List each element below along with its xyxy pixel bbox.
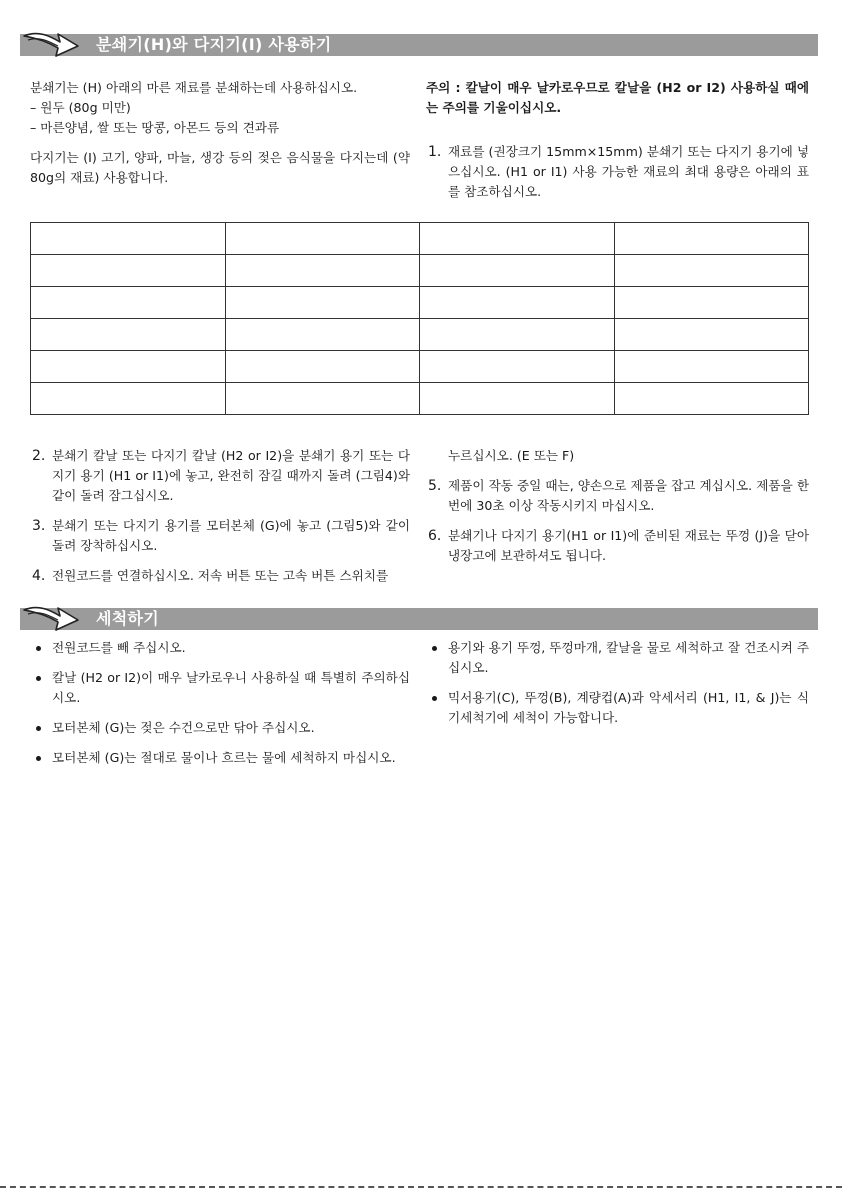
table-cell [420, 351, 615, 383]
usage-intro-left [30, 78, 410, 188]
table-row [31, 255, 809, 287]
cleaning-item-text: 믹서용기(C), 뚜껑(B), 계량컵(A)과 악세서리 (H1, I1, & J)는 식기세척기에 세척이 가능합니다. [448, 690, 809, 725]
bullet-icon [36, 726, 41, 731]
step-text: 분쇄기 칼날 또는 다지기 칼날 (H2 or I2)을 분쇄기 용기 또는 다지기 용기 (H1 or I1)에 놓고, 완전히 잠길 때까지 돌려 (그림4)와 같이 돌려 잠그십시오. [52, 448, 410, 503]
chopper-description: 다지기는 (I) 고기, 양파, 마늘, 생강 등의 젖은 음식물을 다지는데 (약 80g의 재료) 사용합니다. [30, 150, 410, 185]
step-2 [30, 446, 410, 506]
section-header-usage [20, 34, 818, 56]
table-row [31, 383, 809, 415]
table-cell [225, 223, 420, 255]
table-cell [31, 383, 226, 415]
step-list-first [426, 142, 809, 202]
step-number: 2. [32, 448, 46, 464]
cleaning-item-text: 전원코드를 빼 주십시오. [52, 640, 186, 655]
cleaning-left [30, 638, 410, 778]
table-cell [420, 255, 615, 287]
table-cell [31, 255, 226, 287]
cleaning-item-text: 모터본체 (G)는 절대로 물이나 흐르는 물에 세척하지 마십시오. [52, 750, 396, 765]
table-cell [614, 287, 809, 319]
page-bottom-border [0, 1186, 842, 1188]
table-cell [225, 383, 420, 415]
section-title-usage: 분쇄기(H)와 다지기(I) 사용하기 [96, 35, 332, 54]
steps-left [30, 446, 410, 596]
step-4 [30, 566, 410, 586]
step-1 [426, 142, 809, 202]
bullet-icon [432, 696, 437, 701]
table-cell [31, 287, 226, 319]
step-text: 분쇄기나 다지기 용기(H1 or I1)에 준비된 재료는 뚜껑 (J)을 닫아 냉장고에 보관하셔도 됩니다. [448, 528, 809, 563]
cleaning-item [426, 688, 809, 728]
table-cell [614, 383, 809, 415]
step-text: 재료를 (권장크기 15mm×15mm) 분쇄기 또는 다지기 용기에 넣으십시오. (H1 or I1) 사용 가능한 재료의 최대 용량은 아래의 표를 참조하십시오. [448, 144, 809, 199]
grinder-description: 분쇄기는 (H) 아래의 마른 재료를 분쇄하는데 사용하십시오. [30, 80, 358, 95]
cleaning-item-text: 용기와 용기 뚜껑, 뚜껑마개, 칼날을 물로 세척하고 잘 건조시켜 주십시오. [448, 640, 809, 675]
table-cell [31, 223, 226, 255]
table-cell [614, 223, 809, 255]
table-cell [420, 287, 615, 319]
table-cell [614, 255, 809, 287]
swoosh-arrow-icon [20, 600, 84, 636]
section-title-cleaning: 세척하기 [96, 609, 160, 628]
cleaning-item-text: 모터본체 (G)는 젖은 수건으로만 닦아 주십시오. [52, 720, 315, 735]
steps-right [426, 446, 809, 576]
table-row [31, 319, 809, 351]
table-row [31, 287, 809, 319]
cleaning-item [30, 718, 410, 738]
cleaning-item [30, 638, 410, 658]
step-number: 6. [428, 528, 442, 544]
bullet-icon [36, 756, 41, 761]
step-5 [426, 476, 809, 516]
table-cell [420, 319, 615, 351]
cleaning-right [426, 638, 809, 738]
table-cell [225, 255, 420, 287]
table-row [31, 351, 809, 383]
bullet-icon [36, 646, 41, 651]
table-cell [31, 319, 226, 351]
bullet-icon [432, 646, 437, 651]
grinder-item-nuts: – 마른양념, 쌀 또는 땅콩, 아몬드 등의 견과류 [30, 120, 280, 135]
cleaning-item [30, 748, 410, 768]
step-text: 분쇄기 또는 다지기 용기를 모터본체 (G)에 놓고 (그림5)와 같이 돌려 장착하십시오. [52, 518, 410, 553]
swoosh-arrow-icon [20, 26, 84, 62]
capacity-table [30, 222, 809, 415]
table-cell [31, 351, 226, 383]
section-header-cleaning [20, 608, 818, 630]
table-cell [420, 223, 615, 255]
usage-intro-right [426, 78, 809, 212]
cleaning-item-text: 칼날 (H2 or I2)이 매우 날카로우니 사용하실 때 특별히 주의하십시오. [52, 670, 410, 705]
step-3 [30, 516, 410, 556]
caution-note: 주의 : 칼날이 매우 날카로우므로 칼날을 (H2 or I2) 사용하실 때에는 주의를 기울이십시오. [426, 80, 809, 115]
table-cell [614, 351, 809, 383]
table-cell [225, 287, 420, 319]
step-number: 4. [32, 568, 46, 584]
cleaning-item [426, 638, 809, 678]
table-cell [225, 319, 420, 351]
table-cell [614, 319, 809, 351]
step-text: 제품이 작동 중일 때는, 양손으로 제품을 잡고 계십시오. 제품을 한번에 30초 이상 작동시키지 마십시오. [448, 478, 809, 513]
cleaning-item [30, 668, 410, 708]
table-cell [225, 351, 420, 383]
table-row [31, 223, 809, 255]
step-text: 전원코드를 연결하십시오. 저속 버튼 또는 고속 버튼 스위치를 [52, 568, 389, 583]
step-number: 5. [428, 478, 442, 494]
step-4-continued: 누르십시오. (E 또는 F) [448, 448, 575, 463]
step-6 [426, 526, 809, 566]
table-cell [420, 383, 615, 415]
bullet-icon [36, 676, 41, 681]
step-number: 3. [32, 518, 46, 534]
step-number: 1. [428, 144, 442, 160]
grinder-item-coffee: – 원두 (80g 미만) [30, 100, 131, 115]
